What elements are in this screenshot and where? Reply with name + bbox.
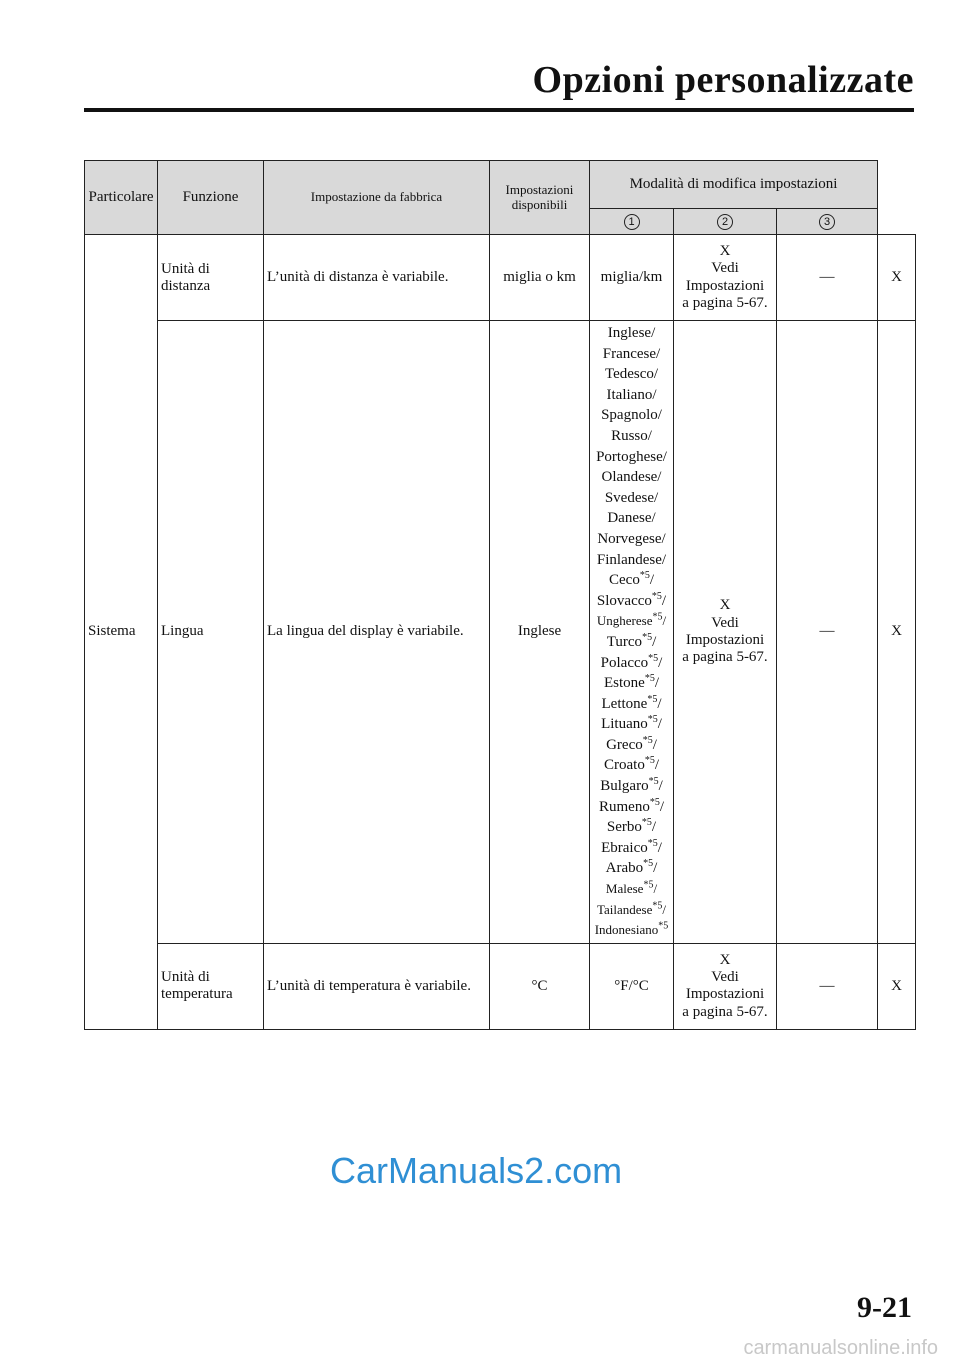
language-name: Croato [604, 757, 645, 774]
language-name: Slovacco [596, 592, 652, 609]
separator-slash: / [652, 633, 657, 650]
header-method-3 [777, 209, 878, 235]
language-name: Tedesco/ [604, 366, 659, 383]
language-name: Finlandese/ [596, 551, 667, 568]
header-method-2 [674, 209, 777, 235]
language-item [593, 611, 670, 632]
method-1-cell [674, 943, 777, 1029]
language-item [593, 817, 670, 838]
language-item [593, 550, 670, 571]
language-item [593, 694, 670, 715]
language-item [593, 858, 670, 879]
factory-cell: °C [490, 943, 590, 1029]
language-name: Rumeno [598, 798, 650, 815]
separator-slash: / [657, 839, 662, 856]
language-name: Tailandese [596, 901, 653, 917]
footnote-marker: *5 [642, 734, 653, 746]
footnote-marker: *5 [644, 755, 655, 767]
method-1-vedi: Vedi [711, 260, 739, 277]
language-item [593, 673, 670, 694]
language-item [593, 364, 670, 385]
language-name: Ceco [609, 572, 640, 589]
separator-slash: / [649, 572, 654, 589]
method-2-cell: — [777, 943, 878, 1029]
language-name: Indonesiano [594, 922, 659, 938]
method-1-impostazioni: Impostazioni [685, 986, 765, 1003]
available-languages-cell [590, 321, 674, 944]
language-item [593, 426, 670, 447]
language-name: Turco [606, 633, 643, 650]
footnote-marker: *5 [652, 611, 663, 623]
separator-slash: / [657, 695, 662, 712]
separator-slash: / [657, 716, 662, 733]
separator-slash: / [662, 613, 667, 629]
footer-site: carmanualsonline.info [743, 1337, 938, 1359]
language-name: Polacco [600, 654, 649, 671]
page-number: 9-21 [857, 1291, 912, 1324]
language-name: Serbo [606, 819, 642, 836]
language-name: Russo/ [611, 427, 652, 444]
method-1-mark: X [719, 243, 731, 259]
language-name: Inglese/ [607, 325, 656, 341]
method-3-cell: X [878, 321, 916, 944]
language-item [593, 467, 670, 488]
footnote-marker: *5 [652, 900, 663, 912]
function-cell: La lingua del display è variabile. [264, 321, 490, 944]
method-3-cell: X [878, 943, 916, 1029]
language-name: Estone [604, 675, 645, 692]
method-2-cell: — [777, 321, 878, 944]
footnote-marker: *5 [639, 570, 650, 582]
separator-slash: / [654, 675, 659, 692]
language-name: Italiano/ [606, 386, 657, 403]
footnote-marker: *5 [643, 858, 654, 870]
separator-slash: / [658, 778, 663, 795]
language-item [593, 632, 670, 653]
language-item [593, 714, 670, 735]
separator-slash: / [654, 757, 659, 774]
method-1-vedi: Vedi [711, 969, 739, 986]
method-1-cell [674, 235, 777, 321]
language-name: Malese [605, 881, 644, 897]
language-item [593, 344, 670, 365]
language-item [593, 508, 670, 529]
language-name: Arabo [605, 860, 644, 877]
method-2-cell: — [777, 235, 878, 321]
method-1-mark: X [719, 951, 731, 968]
separator-slash: / [651, 819, 657, 836]
footnote-marker: *5 [651, 590, 662, 602]
circled-number-3: 3 [819, 214, 835, 230]
method-1-page-ref: a pagina 5-67. [682, 294, 768, 311]
language-item [593, 570, 670, 591]
method-1-mark: X [719, 597, 731, 614]
table-row [85, 235, 916, 321]
item-cell: Unità di temperatura [158, 943, 264, 1029]
language-name: Svedese/ [604, 489, 659, 506]
available-cell: miglia/km [590, 235, 674, 321]
footnote-marker: *5 [649, 796, 660, 808]
function-cell: L’unità di distanza è variabile. [264, 235, 490, 321]
available-cell: °F/°C [590, 943, 674, 1029]
header-method-1 [590, 209, 674, 235]
method-1-page-ref: a pagina 5-67. [682, 649, 768, 666]
language-name: Norvegese/ [597, 530, 666, 547]
header-modify-method: Modalità di modifica impostazioni [590, 161, 878, 209]
separator-slash: / [661, 592, 667, 609]
item-cell: Lingua [158, 321, 264, 944]
language-item [593, 879, 670, 900]
language-item [593, 755, 670, 776]
footnote-marker: *5 [647, 714, 658, 726]
language-name: Spagnolo/ [601, 407, 662, 424]
header-particolare: Particolare [85, 161, 158, 235]
language-item [593, 735, 670, 756]
function-cell: L’unità di temperatura è variabile. [264, 943, 490, 1029]
language-item [593, 385, 670, 406]
language-name: Ungherese [596, 613, 653, 629]
footnote-marker: *5 [641, 817, 652, 829]
separator-slash: / [652, 736, 657, 753]
language-item [593, 776, 670, 797]
method-1-vedi: Vedi [711, 614, 739, 631]
language-name: Olandese/ [601, 469, 662, 486]
footnote-marker: *5 [648, 652, 659, 664]
language-item [593, 653, 670, 674]
section-sistema: Sistema [85, 235, 158, 1030]
separator-slash: / [658, 654, 663, 671]
language-name: Danese/ [607, 510, 656, 527]
method-1-impostazioni: Impostazioni [685, 277, 765, 294]
language-item [593, 920, 670, 941]
page-title: Opzioni personalizzate [532, 59, 914, 101]
language-item [593, 447, 670, 468]
header-factory-setting: Impostazione da fabbrica [264, 161, 490, 235]
language-item [593, 323, 670, 344]
language-name: Francese/ [602, 345, 661, 362]
separator-slash: / [659, 798, 664, 815]
separator-slash: / [662, 901, 667, 917]
language-item [593, 797, 670, 818]
item-cell: Unità di distanza [158, 235, 264, 321]
language-name: Bulgaro [600, 778, 649, 795]
factory-cell: miglia o km [490, 235, 590, 321]
footnote-marker: *5 [643, 879, 654, 891]
footnote-marker: *5 [647, 837, 658, 849]
language-item [593, 838, 670, 859]
separator-slash: / [653, 860, 658, 877]
method-1-impostazioni: Impostazioni [685, 631, 765, 648]
language-item [593, 488, 670, 509]
circled-number-2: 2 [717, 214, 733, 230]
footnote-marker: *5 [648, 776, 659, 788]
method-3-cell: X [878, 235, 916, 321]
method-1-page-ref: a pagina 5-67. [682, 1003, 768, 1020]
language-name: Greco [606, 736, 643, 753]
separator-slash: / [653, 881, 658, 897]
language-name: Ebraico [601, 839, 648, 856]
title-rule [84, 108, 914, 112]
circled-number-1: 1 [624, 214, 640, 230]
footnote-marker: *5 [658, 920, 669, 932]
language-item [593, 900, 670, 921]
language-name: Lettone [601, 695, 648, 712]
header-funzione: Funzione [158, 161, 264, 235]
footnote-marker: *5 [647, 693, 658, 705]
settings-table [84, 160, 916, 1030]
watermark-logo: CarManuals2.com [330, 1150, 623, 1191]
footnote-marker: *5 [642, 631, 653, 643]
footnote-marker: *5 [644, 673, 655, 685]
header-available-settings: Impostazioni disponibili [490, 161, 590, 235]
language-item [593, 529, 670, 550]
language-item [593, 591, 670, 612]
language-item [593, 405, 670, 426]
table-row [85, 943, 916, 1029]
table-row [85, 321, 916, 944]
language-name: Lituano [601, 716, 648, 733]
factory-cell: Inglese [490, 321, 590, 944]
language-name: Portoghese/ [596, 448, 667, 465]
method-1-cell [674, 321, 777, 944]
